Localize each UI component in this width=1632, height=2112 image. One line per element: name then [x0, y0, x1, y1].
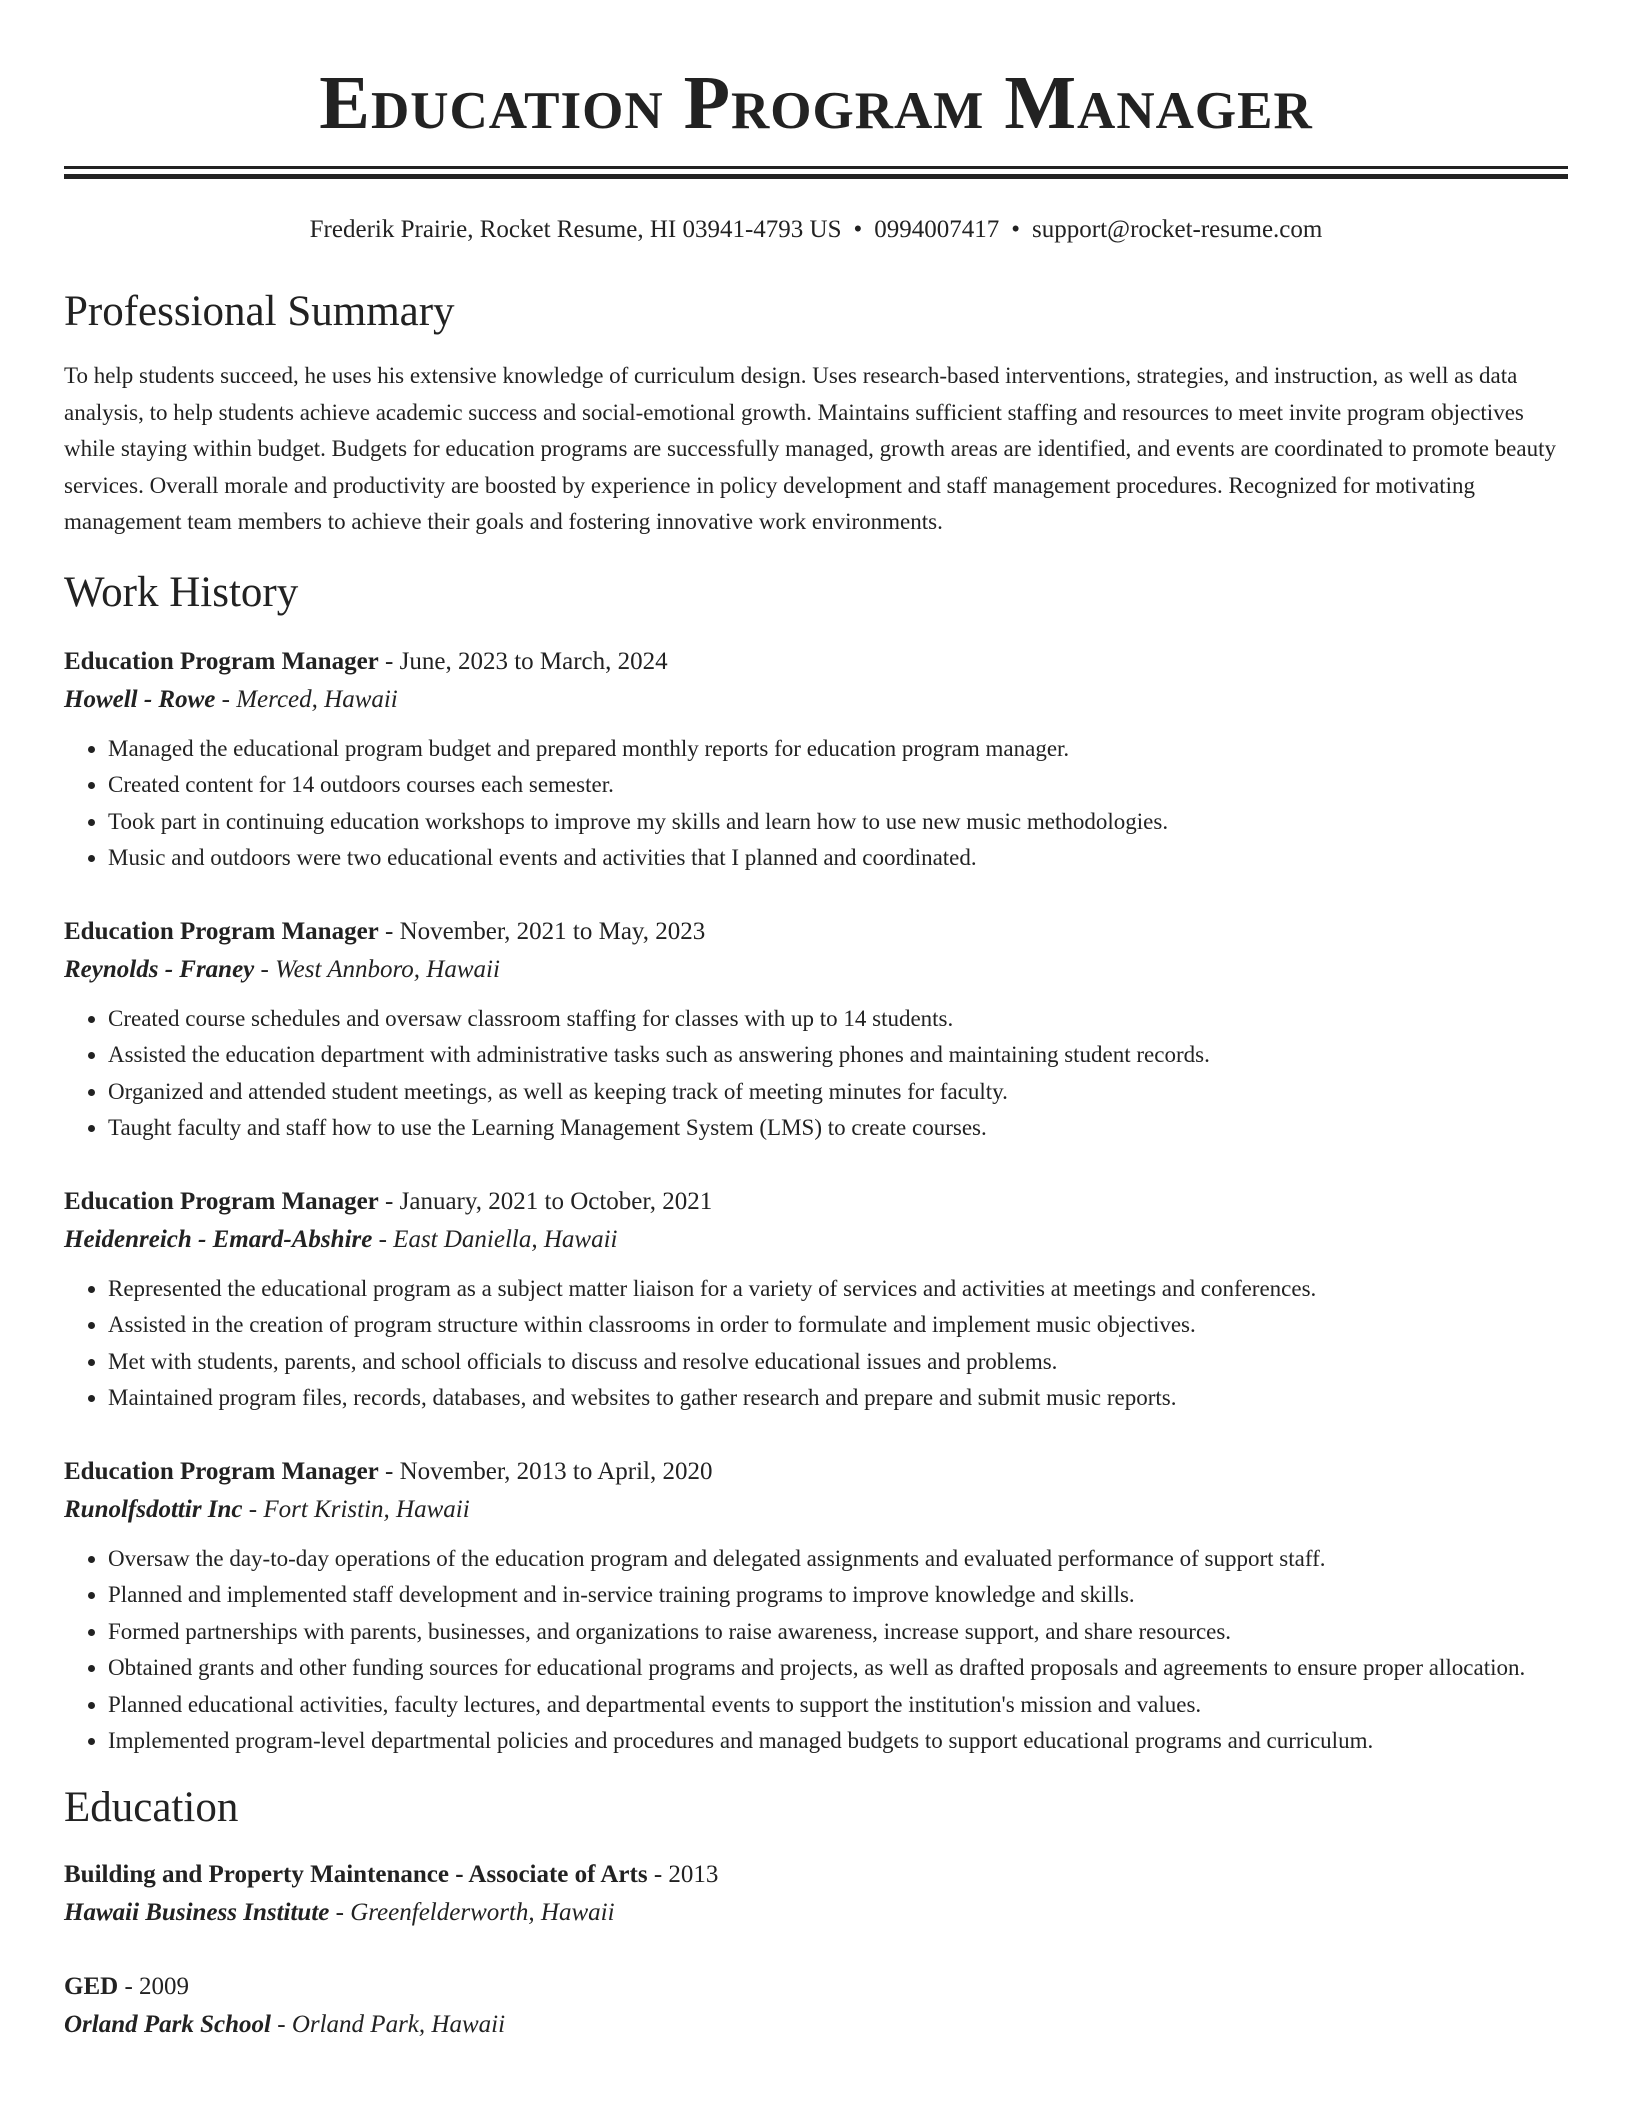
- separator-dash: -: [378, 1457, 400, 1485]
- job-entry: [64, 1453, 1568, 1760]
- job-title: Education Program Manager: [64, 1457, 379, 1485]
- summary-heading: Professional Summary: [64, 288, 455, 335]
- resume-title: Education Program Manager: [319, 61, 1313, 145]
- job-title: Education Program Manager: [64, 1187, 379, 1215]
- company-location: Merced, Hawaii: [236, 685, 398, 713]
- title-rule-bottom: [64, 174, 1568, 179]
- separator-dash: -: [378, 647, 400, 675]
- company-name: Howell - Rowe: [64, 685, 216, 713]
- company-line: [64, 1491, 1568, 1529]
- separator-dash: -: [647, 1860, 669, 1888]
- separator-dash: -: [329, 1898, 351, 1926]
- job-dates: November, 2013 to April, 2020: [399, 1457, 713, 1485]
- job-bullets: [64, 1001, 1568, 1147]
- degree-year: 2013: [668, 1860, 719, 1888]
- degree-line: [64, 1968, 1568, 2006]
- education-entry: [64, 1968, 1568, 2044]
- bullet-item: • Created content for 14 outdoors courses each semester.: [108, 767, 1568, 804]
- education-heading: Education: [64, 1783, 239, 1831]
- contact-line: [64, 214, 1568, 246]
- job-title-line: [64, 1453, 1568, 1491]
- degree-name: GED: [64, 1972, 119, 2000]
- company-line: [64, 951, 1568, 989]
- school-name: Orland Park School: [64, 2010, 271, 2038]
- bullet-item: • Implemented program-level departmental policies and procedures and managed budgets to support educational programs and curriculum.: [108, 1723, 1568, 1760]
- separator-dash: -: [378, 917, 400, 945]
- job-title-line: [64, 1183, 1568, 1221]
- bullet-item: • Maintained program files, records, databases, and websites to gather research and prepare and submit music reports.: [108, 1380, 1568, 1417]
- contact-address: Frederik Prairie, Rocket Resume, HI 03941-4793 US: [309, 216, 842, 243]
- title-rule-top: [64, 166, 1568, 169]
- degree-year: 2009: [139, 1972, 190, 2000]
- job-bullets: [64, 1271, 1568, 1417]
- separator-dash: -: [242, 1495, 264, 1523]
- job-title-line: [64, 643, 1568, 681]
- summary-text: To help students succeed, he uses his extensive knowledge of curriculum design. Uses research-based interventions, strategies, and instruction, as well as data analysis, to help students achieve academic success and social-emotional growth. Maintains sufficient staffing and resources to meet invite program objectives while staying within budget. Budgets for education programs are successfully managed, growth areas are identified, and events are coordinated to promote beauty services. Overall morale and productivity are boosted by experience in policy development and staff management procedures. Recognized for motivating management team members to achieve their goals and fostering innovative work environments.: [64, 363, 1556, 534]
- work-history-heading: Work History: [64, 568, 299, 616]
- separator-dash: -: [378, 1187, 400, 1215]
- company-location: West Annboro, Hawaii: [275, 955, 500, 983]
- company-name: Reynolds - Franey: [64, 955, 255, 983]
- bullet-item: • Managed the educational program budget and prepared monthly reports for education program manager.: [108, 731, 1568, 768]
- contact-phone: 0994007417: [874, 216, 1000, 243]
- company-line: [64, 681, 1568, 719]
- school-line: [64, 1894, 1568, 1932]
- bullet-item: • Took part in continuing education workshops to improve my skills and learn how to use new music methodologies.: [108, 804, 1568, 841]
- separator-dash: -: [118, 1972, 140, 2000]
- bullet-item: • Planned and implemented staff development and in-service training programs to improve knowledge and skills.: [108, 1577, 1568, 1614]
- separator-dash: -: [254, 955, 276, 983]
- job-entry: [64, 1183, 1568, 1417]
- bullet-item: • Planned educational activities, faculty lectures, and departmental events to support the institution's mission and values.: [108, 1687, 1568, 1724]
- company-name: Runolfsdottir Inc: [64, 1495, 243, 1523]
- bullet-item: • Assisted in the creation of program structure within classrooms in order to formulate and implement music objectives.: [108, 1307, 1568, 1344]
- job-entry: [64, 643, 1568, 877]
- school-location: Greenfelderworth, Hawaii: [350, 1898, 615, 1926]
- job-entry: [64, 913, 1568, 1147]
- bullet-item: • Organized and attended student meetings, as well as keeping track of meeting minutes for faculty.: [108, 1074, 1568, 1111]
- job-title: Education Program Manager: [64, 917, 379, 945]
- bullet-item: • Assisted the education department with administrative tasks such as answering phones and maintaining student records.: [108, 1037, 1568, 1074]
- bullet-item: • Oversaw the day-to-day operations of the education program and delegated assignments and evaluated performance of support staff.: [108, 1541, 1568, 1578]
- job-dates: January, 2021 to October, 2021: [399, 1187, 713, 1215]
- job-bullets: [64, 731, 1568, 877]
- bullet-item: • Formed partnerships with parents, businesses, and organizations to raise awareness, increase support, and share resources.: [108, 1614, 1568, 1651]
- separator-dash: -: [215, 685, 237, 713]
- school-name: Hawaii Business Institute: [64, 1898, 330, 1926]
- separator-dash: -: [270, 2010, 292, 2038]
- job-bullets: [64, 1541, 1568, 1760]
- job-title-line: [64, 913, 1568, 951]
- education-entry: [64, 1856, 1568, 1932]
- job-dates: June, 2023 to March, 2024: [399, 647, 668, 675]
- job-dates: November, 2021 to May, 2023: [399, 917, 706, 945]
- degree-name: Building and Property Maintenance - Associate of Arts: [64, 1860, 648, 1888]
- bullet-item: • Represented the educational program as a subject matter liaison for a variety of services and activities at meetings and conferences.: [108, 1271, 1568, 1308]
- contact-email: support@rocket-resume.com: [1032, 216, 1323, 243]
- school-location: Orland Park, Hawaii: [291, 2010, 506, 2038]
- company-location: Fort Kristin, Hawaii: [263, 1495, 470, 1523]
- bullet-item: • Created course schedules and oversaw classroom staffing for classes with up to 14 students.: [108, 1001, 1568, 1038]
- contact-separator: •: [853, 216, 863, 243]
- company-line: [64, 1221, 1568, 1259]
- degree-line: [64, 1856, 1568, 1894]
- contact-separator: •: [1011, 216, 1021, 243]
- bullet-item: • Obtained grants and other funding sources for educational programs and projects, as well as drafted proposals and agreements to ensure proper allocation.: [108, 1650, 1568, 1687]
- company-name: Heidenreich - Emard-Abshire: [64, 1225, 373, 1253]
- company-location: East Daniella, Hawaii: [393, 1225, 618, 1253]
- bullet-item: • Music and outdoors were two educational events and activities that I planned and coordinated.: [108, 840, 1568, 877]
- bullet-item: • Met with students, parents, and school officials to discuss and resolve educational issues and problems.: [108, 1344, 1568, 1381]
- separator-dash: -: [372, 1225, 394, 1253]
- school-line: [64, 2006, 1568, 2044]
- job-title: Education Program Manager: [64, 647, 379, 675]
- bullet-item: • Taught faculty and staff how to use the Learning Management System (LMS) to create courses.: [108, 1110, 1568, 1147]
